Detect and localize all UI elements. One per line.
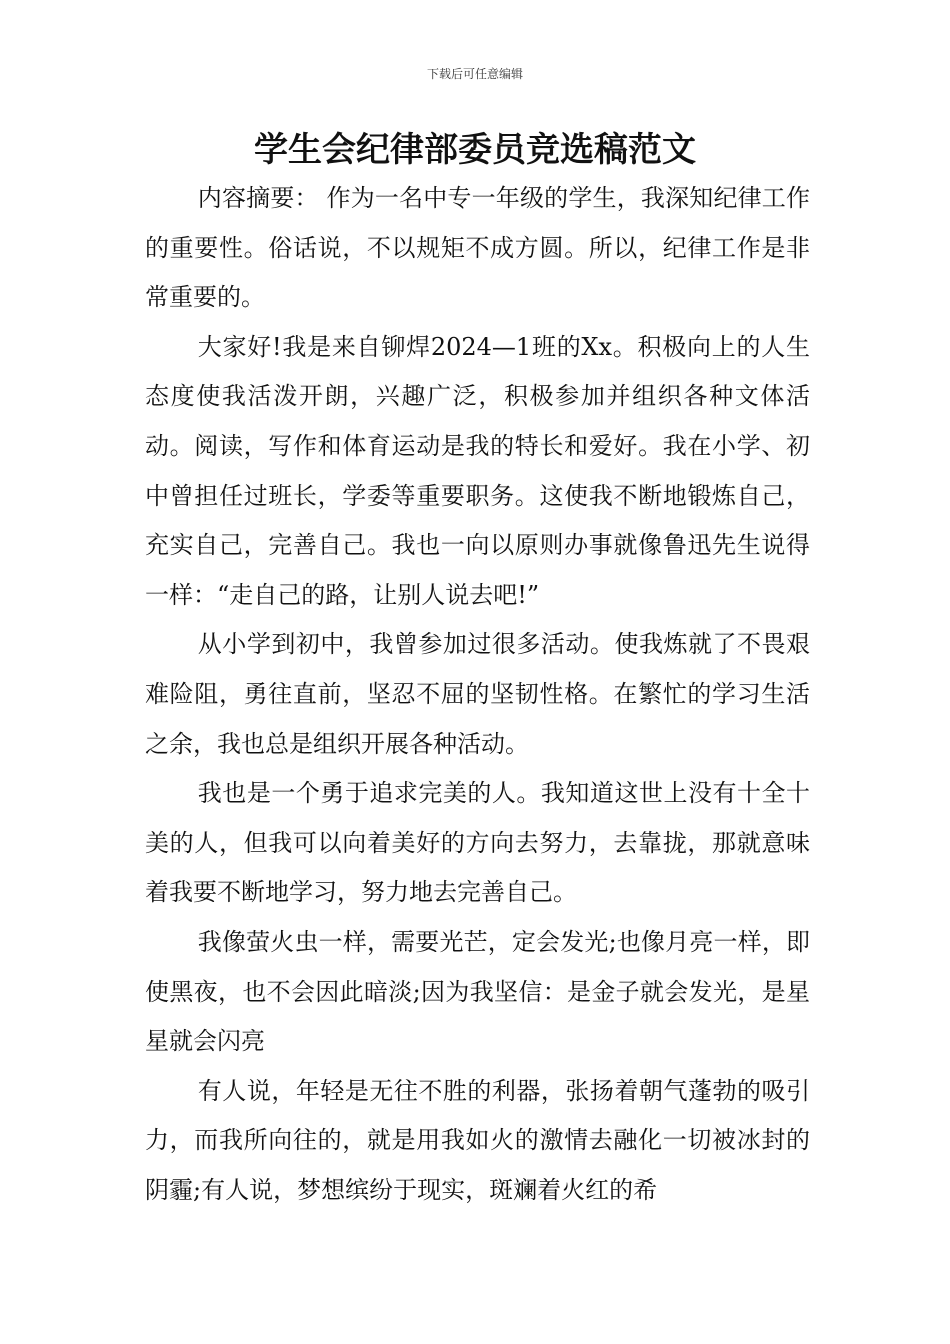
paragraph-youth: 有人说，年轻是无往不胜的利器，张扬着朝气蓬勃的吸引力，而我所向往的，就是用我如火的激情去融化一切被冰封的阴霾;有人说，梦想缤纷于现实，斑斓着火红的希 [145,1076,810,1204]
paragraph-abstract: 内容摘要： 作为一名中专一年级的学生，我深知纪律工作的重要性。俗话说，不以规矩不成方圆。所以，纪律工作是非常重要的。 [145,184,810,312]
paragraph-introduction: 大家好!我是来自铆焊2024—1班的Xx。积极向上的人生态度使我活泼开朗，兴趣广泛，积极参加并组织各种文体活动。阅读，写作和体育运动是我的特长和爱好。我在小学、初中曾担任过班长，学委等重要职务。这使我不断地锻炼自己，充实自己，完善自己。我也一向以原则办事就像鲁迅先生说得一样：“走自己的路，让别人说去吧!” [145,332,810,609]
paragraph-perfection: 我也是一个勇于追求完美的人。我知道这世上没有十全十美的人，但我可以向着美好的方向去努力，去靠拢，那就意味着我要不断地学习，努力地去完善自己。 [145,779,810,907]
paragraph-firefly: 我像萤火虫一样，需要光芒，定会发光;也像月亮一样，即使黑夜，也不会因此暗淡;因为我坚信：是金子就会发光，是星星就会闪亮 [145,927,810,1056]
header-note: 下载后可任意编辑 [426,67,523,81]
document-body [145,174,810,1215]
paragraph-activities: 从小学到初中，我曾参加过很多活动。使我炼就了不畏艰难险阻，勇往直前，坚忍不屈的坚韧性格。在繁忙的学习生活之余，我也总是组织开展各种活动。 [145,630,810,758]
document-title: 学生会纪律部委员竞选稿范文 [254,130,696,170]
